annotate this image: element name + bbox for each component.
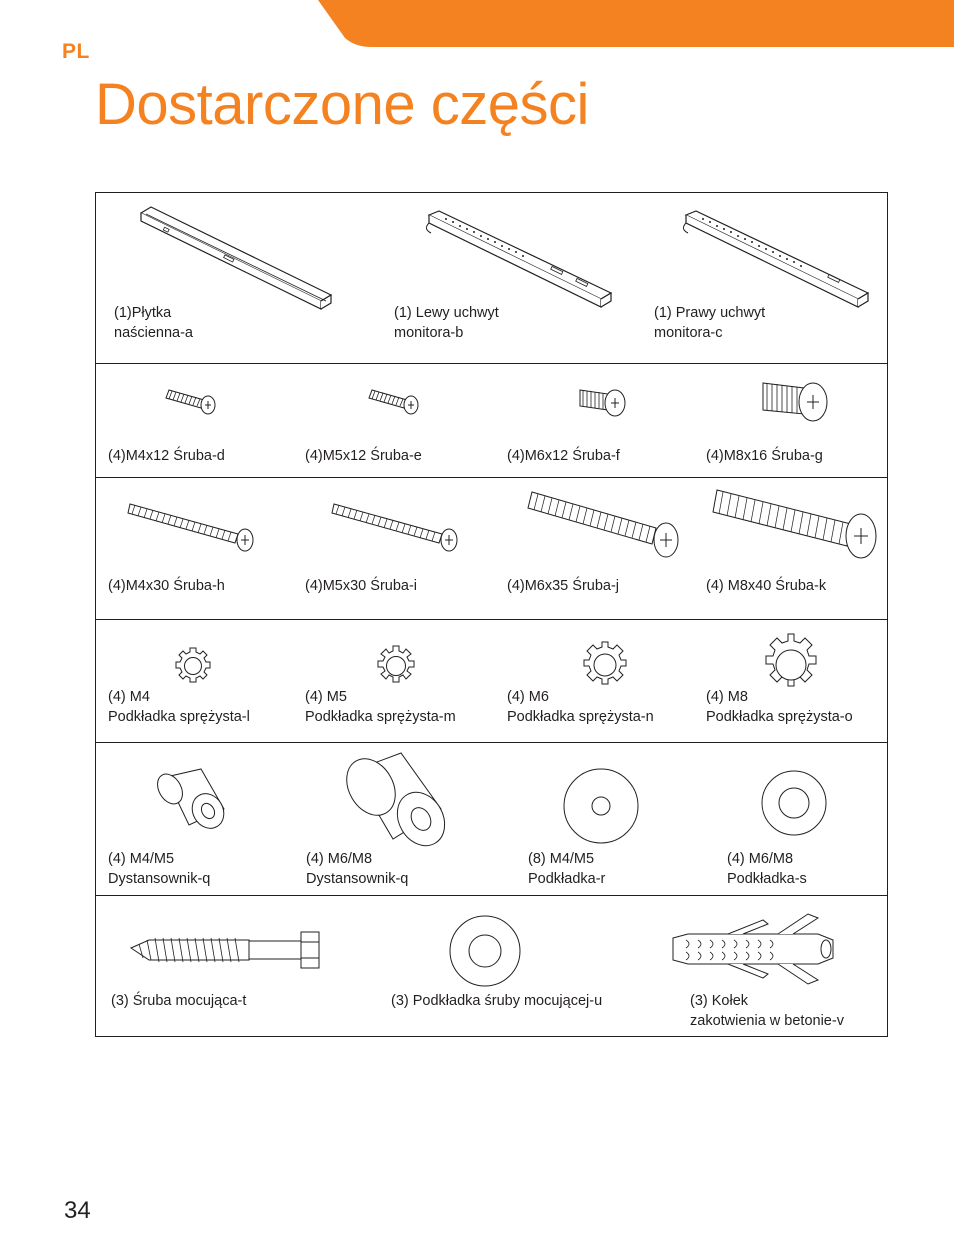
part-label: (4) M6/M8 Podkładka-s — [727, 851, 807, 887]
part-label: (4) M6 Podkładka sprężysta-n — [507, 689, 654, 725]
part-label: (4) M8 Podkładka sprężysta-o — [706, 689, 853, 725]
lock-washer-icon — [374, 644, 418, 688]
parts-row-short-screws — [96, 363, 887, 478]
part-label: (1) Lewy uchwyt monitora-b — [394, 305, 499, 341]
part-label: (4) M4/M5 Dystansownik-q — [108, 851, 211, 887]
part-label: (4) M6/M8 Dystansownik-q — [306, 851, 409, 887]
left-bracket-icon — [421, 211, 616, 306]
part-label: (1) Prawy uchwyt monitora-c — [654, 305, 766, 341]
parts-row-lock-washers — [96, 619, 887, 743]
lock-washer-icon — [173, 646, 213, 686]
screw-icon — [369, 386, 424, 421]
screw-icon — [711, 488, 881, 570]
part-label: (3) Śruba mocująca-t — [111, 993, 247, 1009]
language-label: PL — [62, 40, 90, 63]
part-label: (4)M5x30 Śruba-i — [305, 578, 418, 594]
part-label: (4) M5 Podkładka sprężysta-m — [305, 689, 456, 725]
spacer-icon — [156, 767, 231, 837]
screw-icon — [332, 500, 467, 555]
part-label: (4) M4 Podkładka sprężysta-l — [108, 689, 250, 725]
washer-icon — [760, 769, 828, 837]
part-label: (4)M8x16 Śruba-g — [706, 448, 823, 464]
parts-row-brackets — [96, 193, 887, 363]
part-label: (3) Podkładka śruby mocującej-u — [391, 993, 603, 1009]
screw-icon — [578, 384, 633, 426]
washer-icon — [448, 914, 522, 988]
part-label: (4)M6x35 Śruba-j — [507, 578, 620, 594]
right-bracket-icon — [678, 211, 873, 306]
part-label: (4)M6x12 Śruba-f — [507, 448, 620, 464]
wall-plate-icon — [136, 205, 336, 305]
part-label: (4)M4x30 Śruba-h — [108, 578, 225, 594]
header-tab — [0, 0, 954, 50]
part-label: (8) M4/M5 Podkładka-r — [528, 851, 606, 887]
anchor-icon — [668, 910, 838, 990]
part-label: (1)Płytka naścienna-a — [114, 305, 193, 341]
parts-table — [95, 192, 888, 1037]
screw-icon — [528, 488, 683, 568]
spacer-icon — [341, 751, 453, 851]
washer-icon — [562, 767, 640, 845]
part-label: (4) M8x40 Śruba-k — [706, 578, 827, 594]
page-title: Dostarczone części — [95, 72, 589, 137]
screw-icon — [128, 500, 263, 555]
parts-row-mounting — [96, 895, 887, 1037]
parts-row-spacers — [96, 742, 887, 896]
lag-bolt-icon — [129, 930, 329, 980]
screw-icon — [759, 378, 834, 428]
lock-washer-icon — [580, 640, 630, 690]
part-label: (4)M5x12 Śruba-e — [305, 448, 422, 464]
parts-row-long-screws — [96, 477, 887, 620]
screw-icon — [166, 386, 221, 421]
part-label: (4)M4x12 Śruba-d — [108, 448, 225, 464]
page-number: 34 — [64, 1197, 91, 1224]
part-label: (3) Kołek zakotwienia w betonie-v — [690, 993, 844, 1029]
